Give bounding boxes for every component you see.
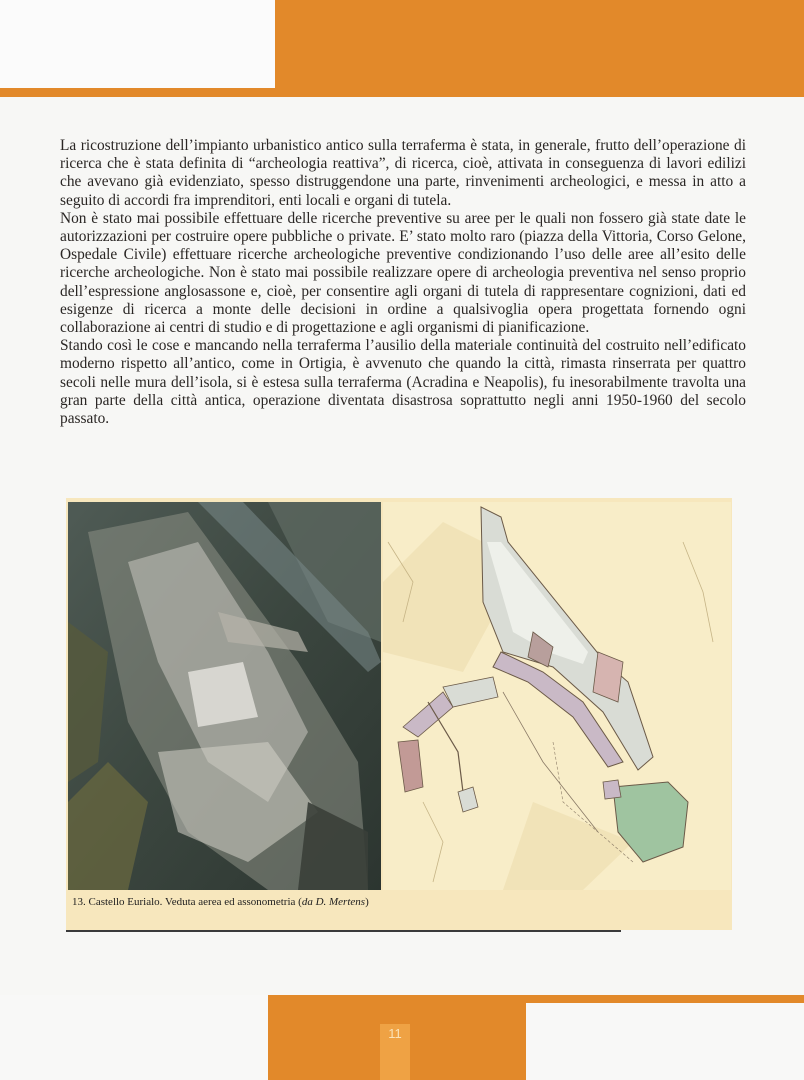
axonometric-drawing — [383, 502, 731, 890]
figure-caption — [72, 896, 592, 908]
caption-close: ) — [365, 896, 369, 908]
caption-text: 13. Castello Eurialo. Veduta aerea ed assonometria ( — [72, 896, 302, 908]
paragraph-3: Stando così le cose e mancando nella terraferma l’ausilio della materiale continuità del costruito nell’edificato moderno rispetto all’antico, come in Ortigia, è avvenuto che quando la città, rimasta rinserrata per quattro secoli nelle mura dell’isola, si è estesa sulla terraferma (Acradina e Neapolis), fu inesorabilmente travolta una gran parte della città antica, operazione diventata disastrosa soprattutto negli anni 1950-1960 del secolo passato. — [60, 337, 746, 428]
aerial-photo — [68, 502, 381, 890]
footer-white-left — [0, 995, 268, 1080]
header-orange-rule — [0, 88, 804, 97]
body-text — [60, 137, 746, 428]
caption-credit: da D. Mertens — [301, 896, 366, 908]
header-white-block — [0, 0, 275, 88]
paragraph-2: Non è stato mai possibile effettuare delle ricerche preventive su aree per le quali non fossero già state date le autorizzazioni per costruire opere pubbliche o private. E’ stato molto raro (piazza della Vittoria, Corso Gelone, Ospedale Civile) effettuare ricerche archeologiche preventive condizionando l’uso delle aree all’esito delle ricerche archeologiche. Non è stato mai possibile realizzare opere di archeologia preventiva nel senso proprio dell’espressione anglosassone e, cioè, per consentire agli organi di tutela di rappresentare cognizioni, dati ed esigenze di ricerca a monte delle decisioni in ordine a qualsivoglia opera progettata fornendo ogni collaborazione ai centri di studio e di progettazione e agli organismi di pianificazione. — [60, 209, 746, 337]
header-orange-block — [275, 0, 804, 90]
paragraph-1: La ricostruzione dell’impianto urbanistico antico sulla terraferma è stata, in generale, frutto dell’operazione di ricerca che è stata definita di “archeologia reattiva”, di ricerca, cioè, attivata in conseguenza di lavori edilizi che avevano già evidenziato, spesso distruggendone una parte, rinvenimenti archeologici, e messa in atto a seguito di accordi fra imprenditori, enti locali e organi di tutela. — [60, 137, 746, 209]
footer-white-right — [526, 1003, 804, 1080]
page-number: 11 — [380, 1024, 410, 1080]
